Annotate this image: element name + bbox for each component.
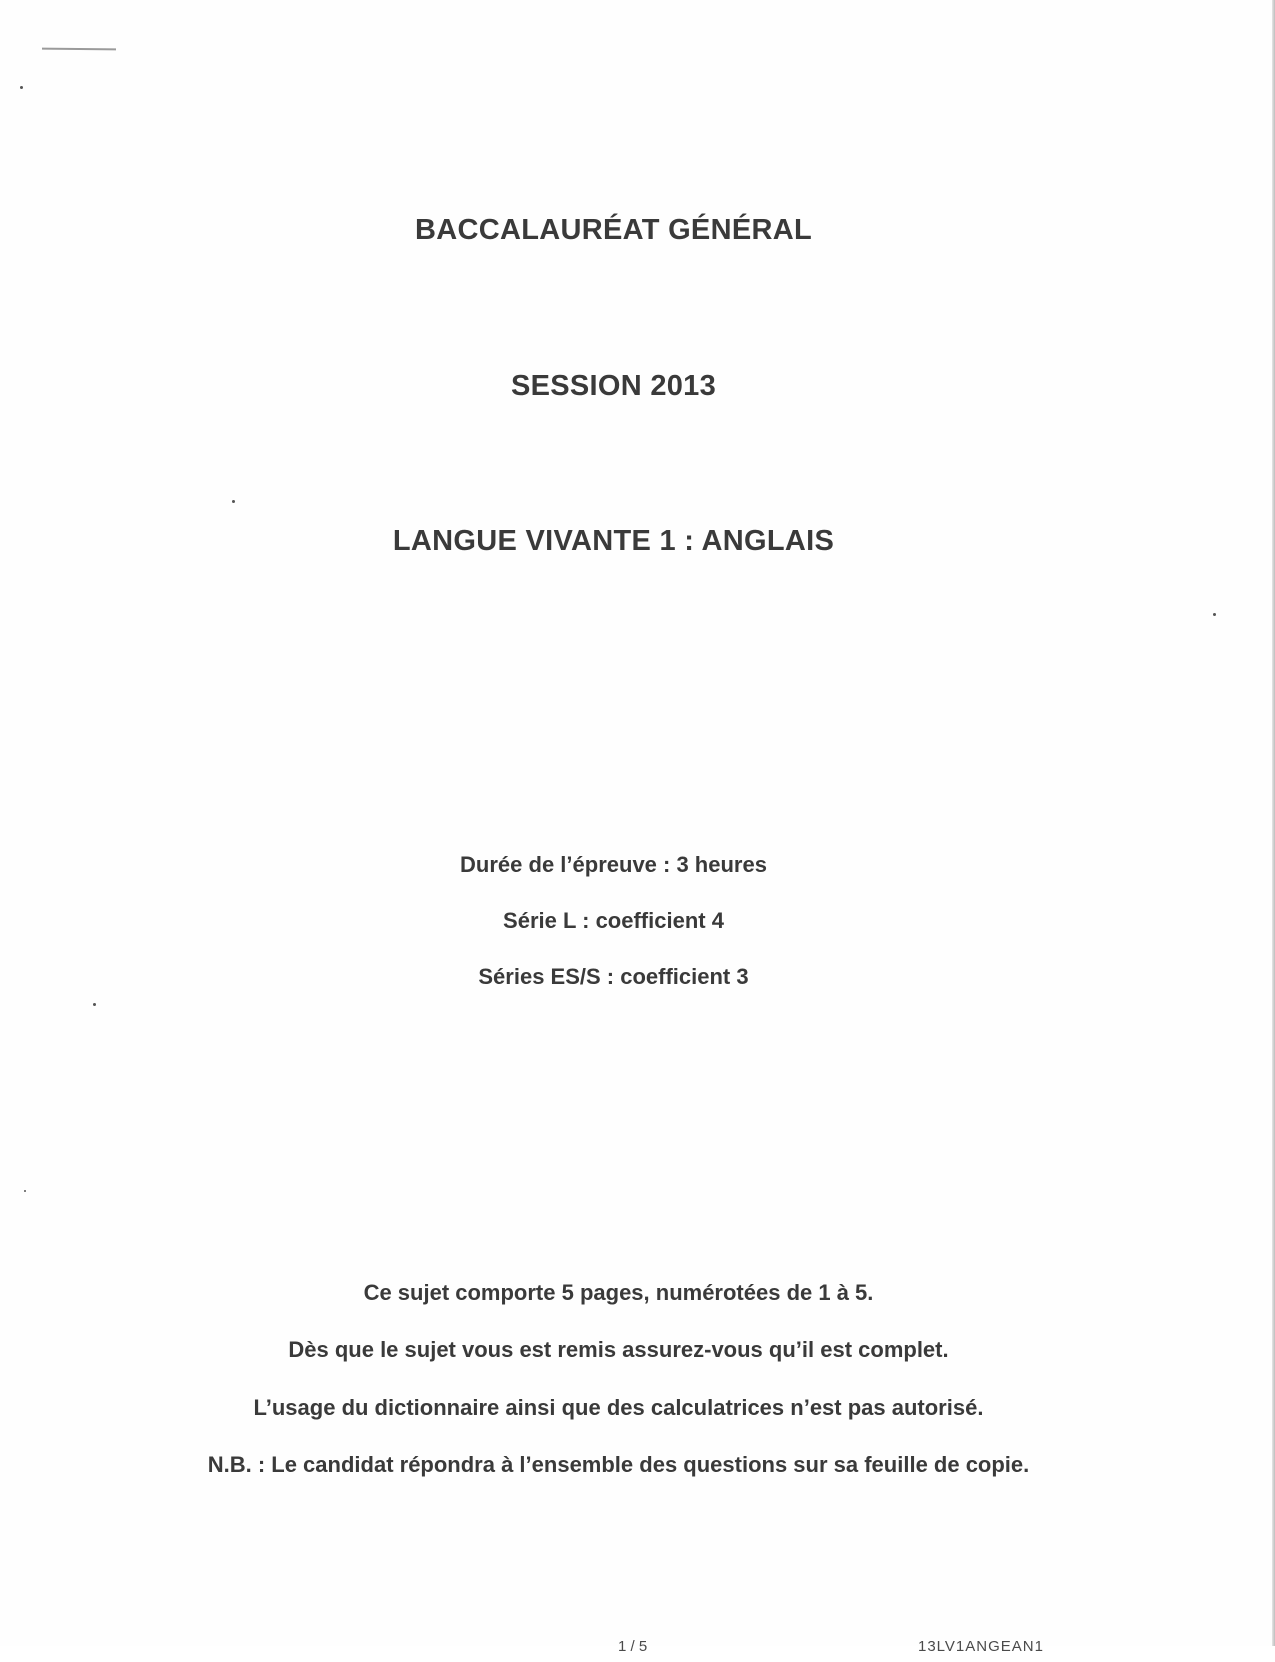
scan-speck <box>20 86 23 89</box>
exam-duration: Durée de l’épreuve : 3 heures <box>460 852 767 877</box>
scan-mark <box>42 48 116 51</box>
instruction-answer-sheet: N.B. : Le candidat répondra à l’ensemble des questions sur sa feuille de copie. <box>207 1452 1030 1477</box>
scan-speck <box>24 1190 26 1192</box>
exam-title: BACCALAURÉAT GÉNÉRAL <box>415 214 812 246</box>
session-title: SESSION 2013 <box>510 370 717 402</box>
scan-speck <box>1213 613 1216 616</box>
instruction-check-complete: Dès que le sujet vous est remis assurez-vous qu’il est complet. <box>288 1337 949 1362</box>
instruction-no-dictionary: L’usage du dictionnaire ainsi que des calculatrices n’est pas autorisé. <box>253 1395 984 1420</box>
scan-speck <box>93 1003 96 1006</box>
scan-speck <box>232 500 235 503</box>
serie-l-coefficient: Série L : coefficient 4 <box>503 908 724 933</box>
footer-page-number: 1 / 5 <box>618 1638 648 1655</box>
subject-title: LANGUE VIVANTE 1 : ANGLAIS <box>392 525 835 557</box>
instruction-page-count: Ce sujet comporte 5 pages, numérotées de 1 à 5. <box>363 1280 874 1305</box>
footer-reference-code: 13LV1ANGEAN1 <box>918 1638 1044 1655</box>
series-es-s-coefficient: Séries ES/S : coefficient 3 <box>478 964 749 989</box>
